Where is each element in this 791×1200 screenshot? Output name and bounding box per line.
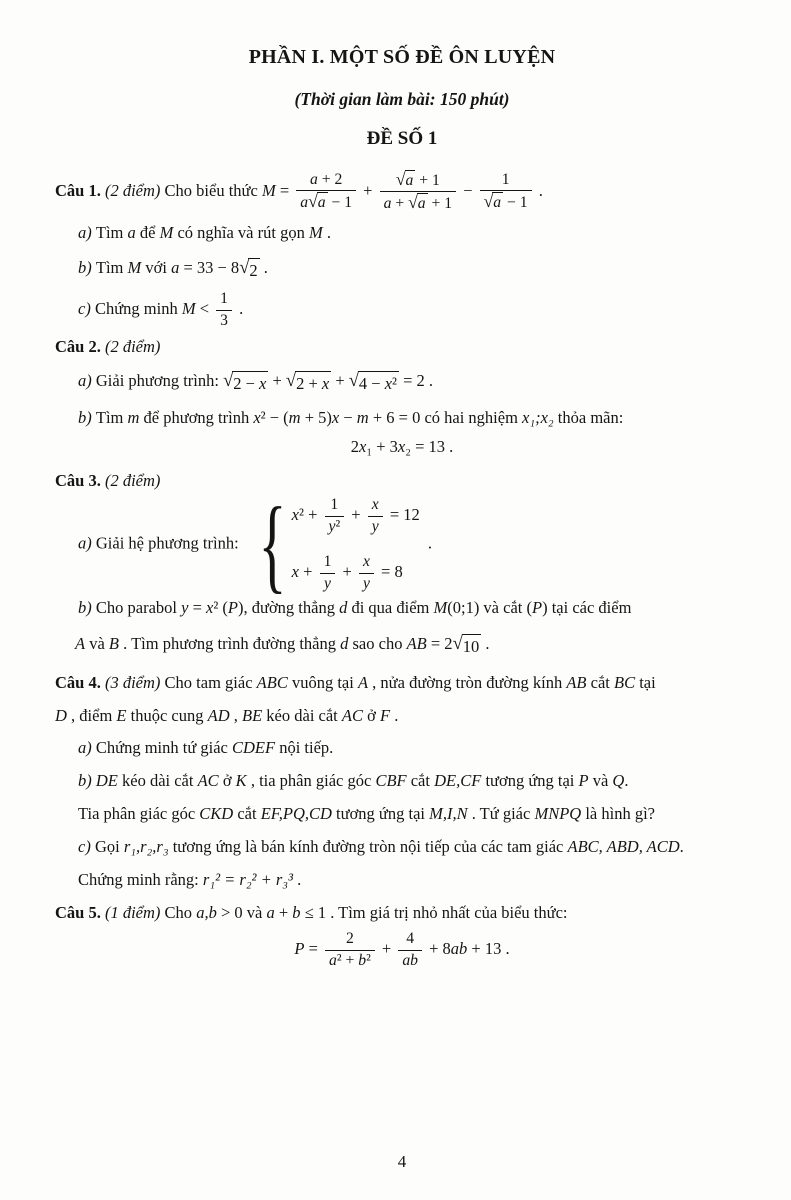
math-run: x <box>384 373 393 393</box>
math-run: x <box>321 373 330 393</box>
math-run: ab <box>450 938 468 958</box>
text-run: + <box>377 938 396 958</box>
math-run: B <box>108 634 120 654</box>
sqrt-radical: √ 2 − x <box>223 369 267 393</box>
italic-run: b) <box>78 598 96 618</box>
q1-item-b <box>78 257 749 282</box>
math-run: m <box>356 407 369 427</box>
math-run: AD <box>207 705 230 725</box>
text-run: 2 <box>350 437 359 457</box>
math-run: x <box>291 561 299 581</box>
text-run: tại <box>635 672 656 692</box>
q1-item-a <box>78 222 749 244</box>
text-run: > 0 và <box>216 903 267 923</box>
math-run: x₁;x₂ <box>522 407 554 427</box>
text-run: thỏa mãn: <box>553 407 624 427</box>
q4-item-c-line2 <box>78 869 749 891</box>
text-run: vuông tại <box>287 672 358 692</box>
text-run: kéo dài cắt <box>262 705 342 725</box>
text-run: Tìm <box>95 258 128 278</box>
page-number: 4 <box>397 1152 407 1171</box>
math-run: DE,CF <box>434 771 482 791</box>
sqrt-radical: √ a <box>408 192 426 213</box>
text-run: + 1 <box>415 171 440 189</box>
q1-heading <box>55 170 749 214</box>
math-run: CDEF <box>232 738 276 758</box>
math-run: x <box>291 504 299 524</box>
fraction <box>480 171 532 213</box>
math-run: D <box>55 705 67 725</box>
q2-item-b <box>78 407 749 429</box>
text-run: < <box>195 298 214 318</box>
text-run: . <box>322 222 331 242</box>
text-run: 2 + <box>296 373 322 393</box>
text-run: Giải hệ phương trình: <box>95 533 243 553</box>
math-run: P <box>294 938 305 958</box>
q5-formula <box>55 930 749 970</box>
math-run: AB <box>406 634 427 654</box>
text-run: để phương trình <box>139 407 254 427</box>
text-run: 1 <box>501 170 510 188</box>
math-run: b <box>358 951 367 969</box>
q2-heading <box>55 336 749 358</box>
italic-run: b) <box>78 258 96 278</box>
math-run: P <box>227 598 238 618</box>
q4-heading-line2 <box>55 705 749 727</box>
math-run: a <box>266 903 275 923</box>
text-run: Tia phân giác góc <box>78 803 200 823</box>
math-run: M,I,N <box>429 803 468 823</box>
text-run: , tia phân giác góc <box>246 771 376 791</box>
text-run: + <box>391 195 409 213</box>
fraction <box>380 170 456 214</box>
math-run: M <box>261 180 276 200</box>
text-run: là hình gì? <box>581 803 655 823</box>
text-run: . Tứ giác <box>467 803 535 823</box>
q4-item-b-line2 <box>78 803 749 825</box>
math-run: x <box>358 437 367 457</box>
text-run: ở <box>218 771 236 791</box>
italic-run: (1 điểm) <box>104 903 165 923</box>
math-run: E <box>116 705 127 725</box>
text-run: . <box>234 298 244 318</box>
text-run: . <box>259 258 268 278</box>
text-run: + 1 <box>427 195 453 213</box>
part-title: PHẦN I. MỘT SỐ ĐỀ ÔN LUYỆN <box>248 46 556 68</box>
italic-run: b) <box>78 771 96 791</box>
text-run: ² <box>335 517 341 535</box>
math-run: M <box>308 222 323 242</box>
math-run: y <box>181 598 189 618</box>
bold-run: Câu 5. <box>55 903 105 923</box>
text-run: ² <box>392 373 397 393</box>
text-run: Cho biểu thức <box>164 180 262 200</box>
math-run: a <box>317 194 326 212</box>
text-run: ở <box>362 705 380 725</box>
math-run: AC <box>341 705 363 725</box>
text-run: + <box>274 903 293 923</box>
sqrt-radical: √ a <box>483 191 502 212</box>
text-run: ), đường thẳng <box>238 598 340 618</box>
bold-run: Câu 1. <box>55 180 105 200</box>
text-run: . <box>534 180 543 200</box>
text-run: ₂ = 13 . <box>405 437 454 457</box>
text-run: 1 <box>323 553 332 571</box>
text-run: = 2 . <box>399 370 434 390</box>
math-run: A <box>75 634 86 654</box>
q2-item-b-condition <box>55 436 749 458</box>
text-run: = <box>188 598 206 618</box>
text-run: tương ứng tại <box>331 803 430 823</box>
math-run: ABC, ABD, ACD <box>567 836 680 856</box>
sqrt-radical: √ 2 + x <box>285 369 330 393</box>
math-run: EF,PQ,CD <box>260 803 332 823</box>
text-run: ≤ 1 . Tìm giá trị nhỏ nhất của biểu thức: <box>300 903 568 923</box>
math-run: d <box>340 634 349 654</box>
math-run: CKD <box>199 803 234 823</box>
math-run: A <box>357 672 369 692</box>
q1-item-c <box>78 290 749 330</box>
italic-run: a) <box>78 533 96 553</box>
text-run: − <box>339 407 357 427</box>
italic-run: (2 điểm) <box>104 471 161 491</box>
math-run: r₁² = r₂² + r₃³ <box>202 869 293 889</box>
text-run: 2 − <box>233 373 260 393</box>
text-run: . Tìm phương trình đường thẳng <box>119 634 341 654</box>
text-run: = 33 − 8 <box>179 258 240 278</box>
text-run: − 1 <box>503 194 528 212</box>
q4-item-c-line1 <box>78 836 749 858</box>
math-run: a <box>127 222 136 242</box>
text-run: với <box>141 258 172 278</box>
math-run: M <box>159 222 174 242</box>
fraction <box>398 930 422 970</box>
math-run: x <box>362 553 370 571</box>
text-run: = 8 <box>376 561 403 581</box>
text-run: nội tiếp. <box>275 738 334 758</box>
math-run: b <box>292 903 301 923</box>
q2-item-a <box>78 370 749 395</box>
text-run: 2 <box>345 930 354 948</box>
math-run: a <box>329 951 337 969</box>
text-run: . <box>624 771 629 791</box>
text-run: = 12 <box>385 504 420 524</box>
math-run: CBF <box>375 771 407 791</box>
text-run: + <box>347 504 365 524</box>
text-run: ² − ( <box>260 407 289 427</box>
text-run: 1 <box>330 496 339 514</box>
text-run: = <box>275 180 294 200</box>
text-run: ² <box>366 951 371 969</box>
sqrt-radical: √ 10 <box>452 633 480 657</box>
text-run: thuộc cung <box>126 705 208 725</box>
q3-item-b-line2 <box>75 633 749 658</box>
q3-item-a <box>78 485 749 603</box>
math-run: a <box>309 170 318 188</box>
sqrt-radical: √ a <box>308 191 326 212</box>
text-run: + 5) <box>300 407 332 427</box>
fraction <box>359 553 374 593</box>
italic-run: c) <box>78 298 95 318</box>
math-run: a <box>417 195 426 213</box>
math-run: a <box>493 194 502 212</box>
equation-system <box>247 485 420 603</box>
bold-run: Câu 3. <box>55 471 105 491</box>
sqrt-radical: √ a <box>395 168 414 189</box>
text-run: . <box>390 705 399 725</box>
text-run: − <box>459 180 477 200</box>
bold-run: Câu 2. <box>55 337 105 357</box>
math-run: x <box>371 496 379 514</box>
text-run: 2 <box>249 261 258 281</box>
math-run: x <box>397 437 406 457</box>
bold-run: Câu 4. <box>55 672 105 692</box>
math-run: m <box>127 407 140 427</box>
text-run: . <box>293 869 302 889</box>
text-run: . <box>423 533 432 553</box>
text-run: + <box>299 561 317 581</box>
fraction <box>296 171 356 213</box>
text-run: ² + <box>336 951 359 969</box>
math-run: d <box>339 598 348 618</box>
math-run: y <box>371 517 379 535</box>
math-run: M <box>127 258 142 278</box>
math-run: P <box>578 771 589 791</box>
q4-item-a <box>78 737 749 759</box>
text-run: 3 <box>220 311 228 329</box>
math-run: M <box>433 598 448 618</box>
math-run: F <box>379 705 391 725</box>
math-run: ab <box>402 951 418 969</box>
text-run: sao cho <box>348 634 407 654</box>
text-run: + 13 . <box>467 938 510 958</box>
math-run: a <box>405 171 414 189</box>
math-run: Q <box>612 771 625 791</box>
italic-run: (2 điểm) <box>104 180 165 200</box>
math-run: a <box>171 258 180 278</box>
text-run: , <box>229 705 242 725</box>
text-run: 4 − <box>358 373 385 393</box>
text-run: . <box>679 836 684 856</box>
text-run: = <box>304 938 323 958</box>
text-run: Giải phương trình: <box>95 370 224 390</box>
text-run: ² ( <box>213 598 228 618</box>
text-run: Tìm <box>95 222 128 242</box>
italic-run: a) <box>78 370 96 390</box>
text-run: + <box>331 370 349 390</box>
text-run: , nửa đường tròn đường kính <box>368 672 567 692</box>
italic-run: a) <box>78 222 96 242</box>
italic-run: (3 điểm) <box>104 672 165 692</box>
math-run: AB <box>566 672 587 692</box>
fraction <box>325 496 345 536</box>
math-run: r₁,r₂,r₃ <box>123 836 169 856</box>
math-run: a <box>300 194 309 212</box>
text-run: + 6 = 0 có hai nghiệm <box>368 407 523 427</box>
math-run: m <box>288 407 301 427</box>
text-run: kéo dài cắt <box>117 771 198 791</box>
math-run: AC <box>197 771 219 791</box>
q4-item-b-line1 <box>78 770 749 792</box>
text-run: + 2 <box>317 170 343 188</box>
text-run: cắt <box>586 672 614 692</box>
text-run: Cho <box>164 903 197 923</box>
test-number-title: ĐỀ SỐ 1 <box>366 128 438 150</box>
text-run: + 8 <box>424 938 451 958</box>
math-run: ABC <box>256 672 288 692</box>
math-run: x <box>206 598 214 618</box>
text-run: + <box>268 370 286 390</box>
math-run: x <box>259 373 267 393</box>
q5-heading <box>55 902 749 924</box>
text-run: Chứng minh rằng: <box>78 869 203 889</box>
text-run: cắt <box>233 803 261 823</box>
math-run: y <box>328 517 336 535</box>
text-run: tương ứng là bán kính đường tròn nội tiếp của các tam giác <box>168 836 568 856</box>
math-run: x <box>331 407 340 427</box>
system-brace: { <box>258 485 287 603</box>
text-run: + <box>338 561 356 581</box>
fraction <box>325 930 375 970</box>
math-run: DE <box>95 771 118 791</box>
math-run: y <box>324 574 331 592</box>
math-run: a,b <box>196 903 217 923</box>
text-run: + <box>359 180 377 200</box>
text-run: Gọi <box>94 836 124 856</box>
text-run: . <box>481 634 490 654</box>
text-run: để <box>135 222 160 242</box>
text-run: = 2 <box>426 634 453 654</box>
fraction <box>216 290 232 330</box>
math-run: BE <box>242 705 263 725</box>
q3-item-b-line1 <box>78 597 749 619</box>
math-run: M <box>181 298 196 318</box>
text-run: − 1 <box>327 194 353 212</box>
text-run: tương ứng tại <box>481 771 579 791</box>
time-limit: (Thời gian làm bài: 150 phút) <box>294 89 510 110</box>
text-run: Cho tam giác <box>164 672 257 692</box>
text-run: ₁ + 3 <box>366 437 398 457</box>
text-run: cắt <box>406 771 435 791</box>
math-run: MNPQ <box>534 803 582 823</box>
q3-heading <box>55 470 749 492</box>
math-run: x <box>253 407 261 427</box>
text-run: và <box>85 634 109 654</box>
sqrt-radical: √ 2 <box>239 257 258 281</box>
text-run: và <box>588 771 613 791</box>
italic-run: (2 điểm) <box>104 337 161 357</box>
fraction <box>368 496 383 536</box>
fraction <box>320 553 336 593</box>
italic-run: b) <box>78 407 96 427</box>
text-run: Chứng minh <box>94 298 182 318</box>
text-run: đi qua điểm <box>347 598 434 618</box>
math-run: P <box>531 598 543 618</box>
text-run: 1 <box>220 290 228 308</box>
text-run: 4 <box>406 930 415 948</box>
math-run: y <box>362 574 370 592</box>
text-run: có nghĩa và rút gọn <box>173 222 309 242</box>
math-run: a <box>383 195 392 213</box>
text-run: Cho parabol <box>95 598 182 618</box>
italic-run: c) <box>78 836 95 856</box>
italic-run: a) <box>78 738 96 758</box>
text-run: Tìm <box>95 407 128 427</box>
math-run: BC <box>613 672 636 692</box>
text-run: (0;1) và cắt ( <box>447 598 532 618</box>
text-run: 10 <box>462 637 480 657</box>
q4-heading-line1 <box>55 672 749 694</box>
sqrt-radical: √ 4 − x² <box>348 369 397 393</box>
text-run: Chứng minh tứ giác <box>95 738 232 758</box>
text-run: , điểm <box>66 705 117 725</box>
text-run: ) tại các điểm <box>542 598 632 618</box>
math-run: K <box>235 771 247 791</box>
text-run: ² + <box>299 504 322 524</box>
